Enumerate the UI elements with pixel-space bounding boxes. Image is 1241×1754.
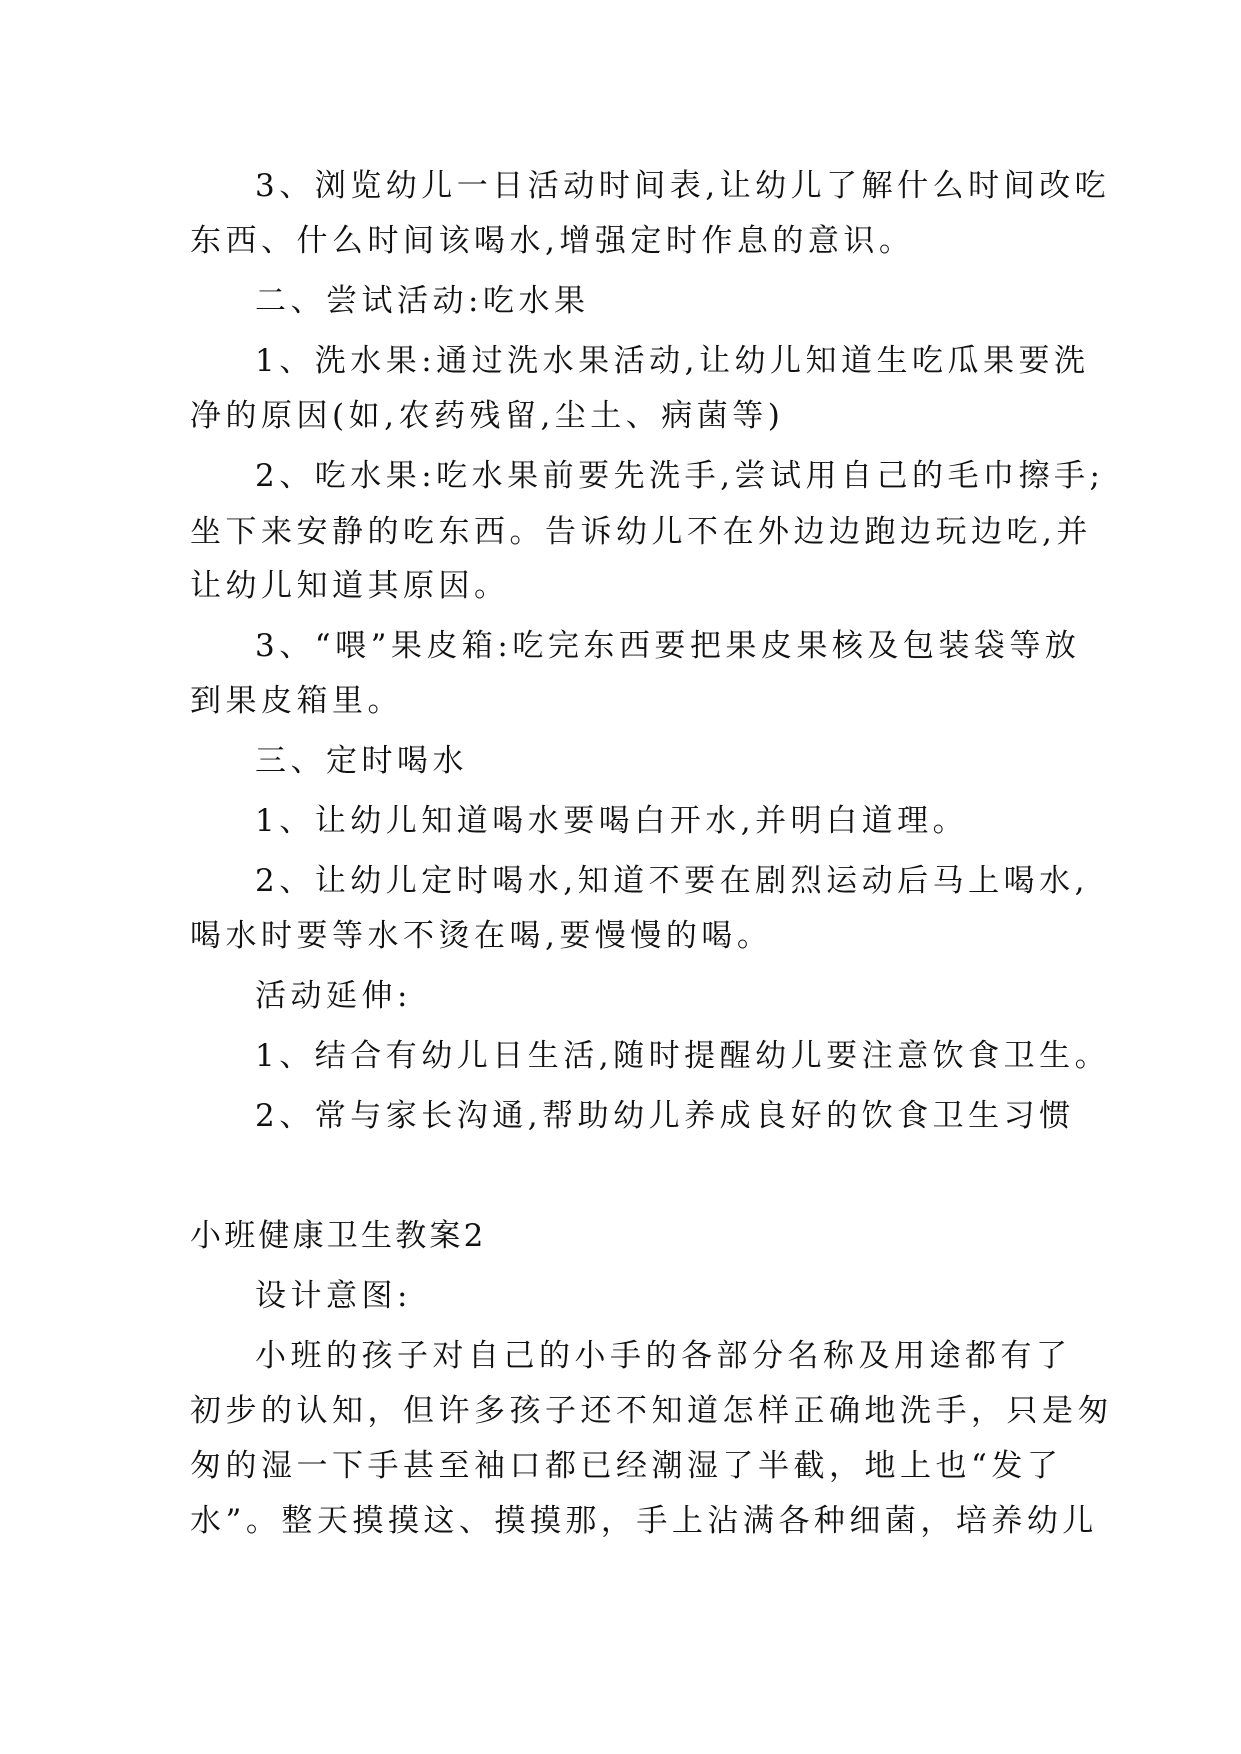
paragraph-line: 喝水时要等水不烫在喝,要慢慢的喝。 <box>190 918 773 954</box>
paragraph-line: 初步的认知，但许多孩子还不知道怎样正确地洗手，只是匆 <box>190 1393 1113 1429</box>
paragraph-line: 2、让幼儿定时喝水,知道不要在剧烈运动后马上喝水, <box>255 863 1089 899</box>
paragraph-line: 让幼儿知道其原因。 <box>190 568 510 604</box>
paragraph-line: 2、吃水果:吃水果前要先洗手,尝试用自己的毛巾擦手; <box>255 458 1105 494</box>
paragraph-line: 1、结合有幼儿日生活,随时提醒幼儿要注意饮食卫生。 <box>255 1038 1111 1074</box>
paragraph-line: 坐下来安静的吃东西。告诉幼儿不在外边边跑边玩边吃,并 <box>190 514 1092 550</box>
paragraph-line: 1、让幼儿知道喝水要喝白开水,并明白道理。 <box>255 803 969 839</box>
section-heading: 三、定时喝水 <box>255 743 468 779</box>
paragraph-line: 3、“喂”果皮箱:吃完东西要把果皮果核及包装袋等放 <box>255 628 1081 664</box>
paragraph-line: 匆的湿一下手甚至袖口都已经潮湿了半截，地上也“发了 <box>190 1448 1063 1484</box>
paragraph-line: 1、洗水果:通过洗水果活动,让幼儿知道生吃瓜果要洗 <box>255 343 1090 379</box>
section-heading: 设计意图: <box>255 1278 412 1314</box>
paragraph-line: 到果皮箱里。 <box>190 683 403 719</box>
paragraph-line: 水”。整天摸摸这、摸摸那，手上沾满各种细菌，培养幼儿 <box>190 1503 1098 1539</box>
paragraph-line: 3、浏览幼儿一日活动时间表,让幼儿了解什么时间改吃 <box>255 168 1111 204</box>
document-section-title: 小班健康卫生教案2 <box>190 1218 487 1254</box>
paragraph-line: 小班的孩子对自己的小手的各部分名称及用途都有了 <box>255 1338 1072 1374</box>
paragraph-line: 净的原因(如,农药残留,尘土、病菌等) <box>190 398 785 434</box>
section-heading: 二、尝试活动:吃水果 <box>255 283 590 319</box>
paragraph-line: 2、常与家长沟通,帮助幼儿养成良好的饮食卫生习惯 <box>255 1098 1075 1134</box>
paragraph-line: 东西、什么时间该喝水,增强定时作息的意识。 <box>190 223 915 259</box>
section-heading: 活动延伸: <box>255 978 412 1014</box>
